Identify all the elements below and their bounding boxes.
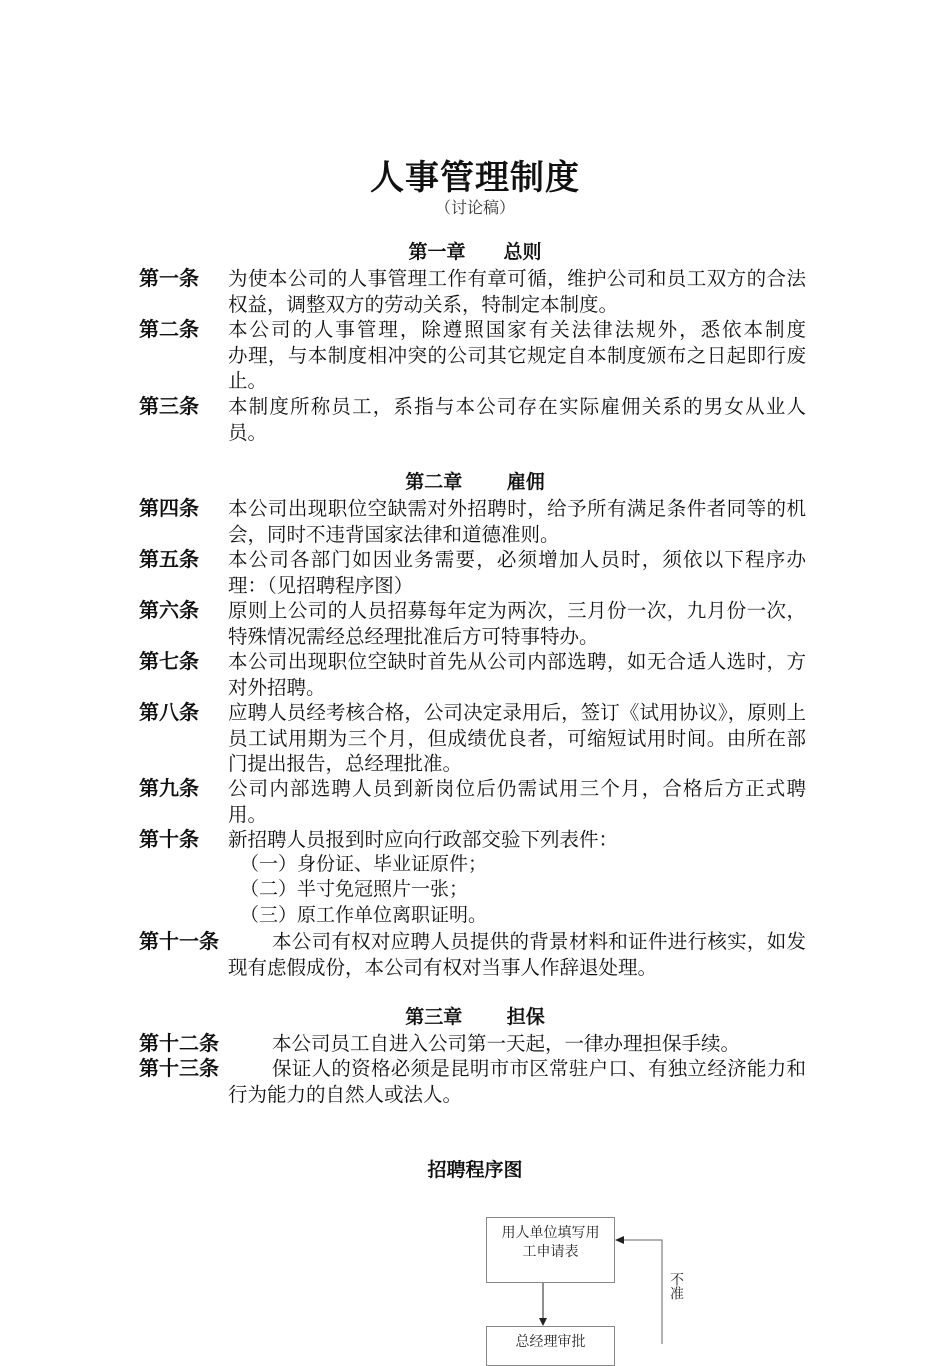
- article-label: 第十三条: [139, 1056, 219, 1080]
- article-label: 第六条: [139, 598, 199, 622]
- article-10-item-2: （二）半寸免冠照片一张；: [240, 878, 469, 900]
- article-text: 本公司的人事管理，除遵照国家有关法律法规外，悉依本制度 办理，与本制度相冲突的公司其它规定自本制度颁布之日起即行废止。: [228, 318, 865, 392]
- document-title: 人事管理制度: [370, 158, 580, 198]
- article-text: 本公司员工自进入公司第一天起，一律办理担保手续。: [272, 1032, 741, 1055]
- article-text: 本公司各部门如因业务需要，必须增加人员时，须依以下程序办理：（见招聘程序图）: [228, 548, 806, 597]
- article-label: 第十一条: [139, 929, 219, 953]
- article-label: 第四条: [139, 496, 199, 520]
- article-label: 第八条: [139, 700, 199, 724]
- article-label: 第九条: [139, 776, 199, 800]
- article-text: 原则上公司的人员招募每年定为两次，三月份一次，九月份一次，特殊情况需经总经理批准后方可特事特办。: [228, 599, 806, 648]
- flow-box-application-line1: 用人单位填写用: [501, 1225, 600, 1241]
- chapter-heading-2: 第二章 雇佣: [405, 471, 545, 493]
- article-label: 第一条: [139, 266, 199, 290]
- chapter-heading-1: 第一章 总则: [408, 241, 542, 263]
- article-label: 第七条: [139, 649, 199, 673]
- article-text: 应聘人员经考核合格，公司决定录用后，签订《试用协议》，原则上员工试用期为三个月，但成绩优良者，可缩短试用时间。由所在部门提出报告，总经理批准。: [228, 701, 806, 775]
- article-label: 第十条: [139, 827, 199, 851]
- article-10-item-3: （三）原工作单位离职证明。: [240, 904, 488, 926]
- article-label: 第十二条: [139, 1031, 219, 1055]
- flow-box-approval: [486, 1326, 615, 1366]
- article-text: 保证人的资格必须是昆明市市区常驻户口、有独立经济能力和行为能力的自然人或法人。: [228, 1057, 806, 1106]
- article-10-item-1: （一）身份证、毕业证原件；: [240, 853, 488, 875]
- article-text: 本公司出现职位空缺需对外招聘时，给予所有满足条件者同等的机会，同时不违背国家法律和道德准则。: [228, 497, 806, 546]
- document-subtitle: （讨论稿）: [434, 198, 515, 217]
- reject-label: 不准: [668, 1272, 684, 1300]
- article-text: 本公司有权对应聘人员提供的背景材料和证件进行核实，如发现有虑假成份，本公司有权对当事人作辞退处理。: [228, 930, 806, 979]
- article-label: 第五条: [139, 547, 199, 571]
- article-label: 第二条: [139, 317, 199, 341]
- chapter-heading-3: 第三章 担保: [405, 1006, 545, 1028]
- flow-box-application-line2: 工申请表: [522, 1244, 579, 1260]
- flow-box-application: [486, 1217, 615, 1283]
- article-text: 本公司出现职位空缺时首先从公司内部选聘，如无合适人选时，方对外招聘。: [228, 650, 806, 699]
- article-text: 本制度所称员工，系指与本公司存在实际雇佣关系的男女从业人员。: [228, 395, 806, 444]
- reject-return-line: [624, 1240, 662, 1344]
- article-text: 新招聘人员报到时应向行政部交验下列表件：: [228, 828, 619, 851]
- flowchart-title: 招聘程序图: [427, 1159, 523, 1181]
- reject-arrow-head: [615, 1236, 624, 1244]
- article-label: 第三条: [139, 394, 199, 418]
- arrow-down-head: [539, 1318, 547, 1326]
- flow-box-approval-text: 总经理审批: [515, 1334, 586, 1350]
- article-text: 公司内部选聘人员到新岗位后仍需试用三个月，合格后方正式聘用。: [228, 777, 806, 826]
- article-text: 为使本公司的人事管理工作有章可循，维护公司和员工双方的合法权益，调整双方的劳动关系，特制定本制度。: [228, 267, 806, 316]
